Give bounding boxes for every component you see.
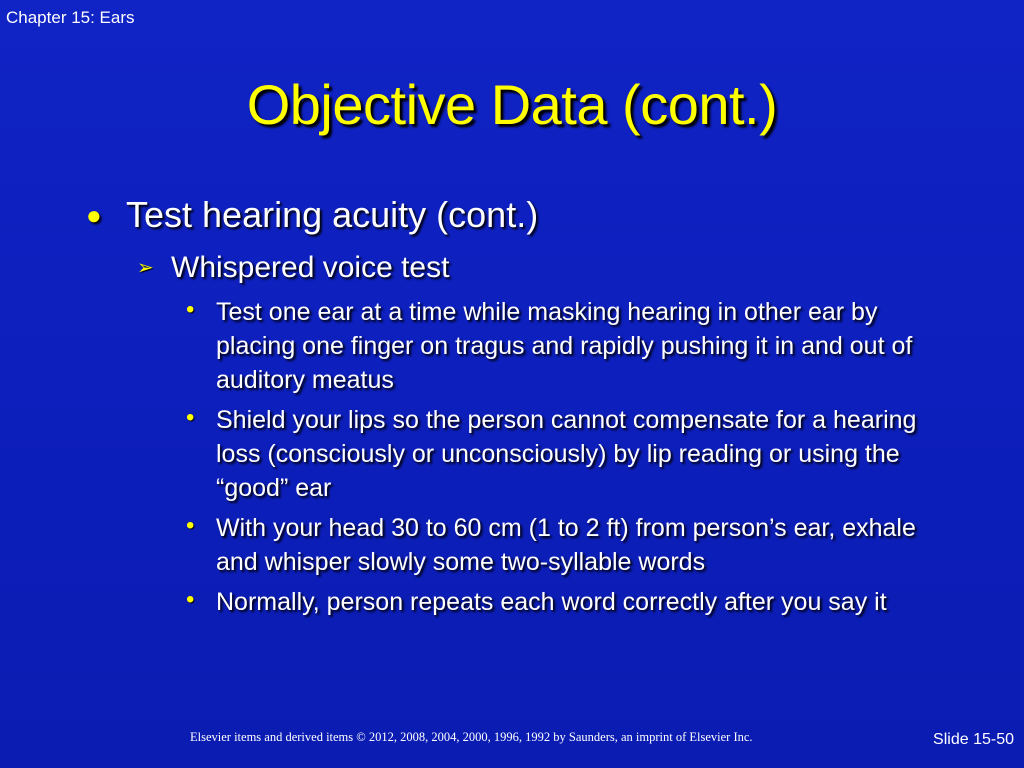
circle-bullet-icon: ●: [86, 200, 102, 230]
bullet-level2: [137, 249, 449, 287]
dot-bullet-icon: •: [186, 586, 195, 613]
arrow-bullet-icon: ➢: [137, 257, 154, 279]
dot-bullet-icon: •: [186, 296, 195, 323]
dot-bullet-icon: •: [186, 404, 195, 431]
bullet-level1-text: Test hearing acuity (cont.): [126, 194, 539, 235]
slide-title: Objective Data (cont.): [246, 73, 778, 136]
bullet-level3-list: [186, 295, 946, 625]
dot-bullet-icon: •: [186, 512, 195, 539]
list-item-text: Normally, person repeats each word correctly after you say it: [216, 588, 887, 616]
bullet-level2-text: Whispered voice test: [171, 251, 450, 284]
list-item-text: Test one ear at a time while masking hearing in other ear by placing one finger on tragus and rapidly pushing it in and out of auditory meatus: [216, 298, 913, 394]
chapter-label: Chapter 15: Ears: [6, 8, 135, 27]
list-item: [186, 403, 946, 505]
list-item-text: Shield your lips so the person cannot compensate for a hearing loss (consciously or unconsciously) by lip reading or using the “good” ear: [216, 406, 917, 502]
bullet-level1: [86, 191, 538, 239]
list-item-text: With your head 30 to 60 cm (1 to 2 ft) from person’s ear, exhale and whisper slowly some two-syllable words: [216, 514, 916, 576]
list-item: [186, 511, 946, 579]
list-item: [186, 295, 946, 397]
slide-number: Slide 15-50: [933, 731, 1014, 748]
list-item: [186, 585, 946, 619]
copyright-footer: Elsevier items and derived items © 2012, 2008, 2004, 2000, 1996, 1992 by Saunders, an imprint of Elsevier Inc.: [190, 730, 753, 744]
